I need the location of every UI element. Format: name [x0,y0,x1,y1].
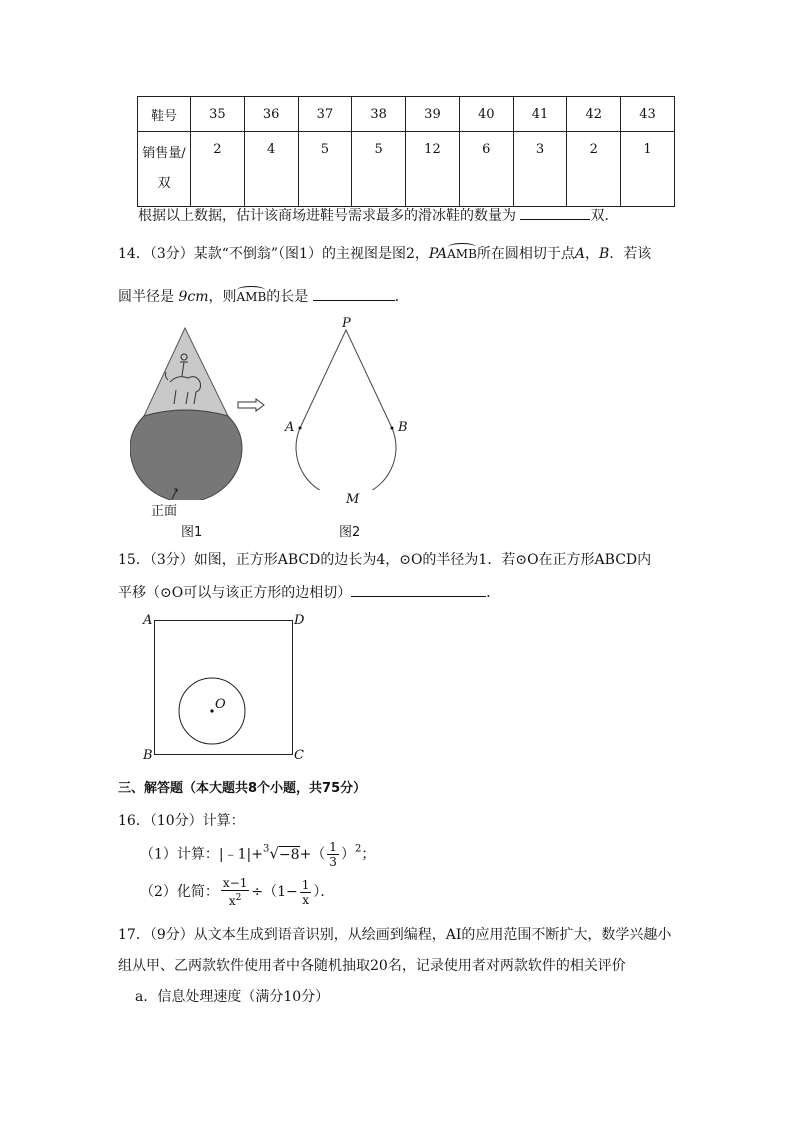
q16-head: 16．（10分）计算： [118,813,245,829]
arc-amb: AMB [447,247,477,261]
table-cell: 6 [459,132,513,207]
denominator-base: x [228,894,236,908]
q14-text: 圆半径是 [118,289,174,305]
q16-text: ÷（1− [251,884,298,900]
q16-text: （1）计算：|﹣1|+ [140,846,263,863]
q16-text: ）． [313,884,335,900]
exponent: 2 [354,843,362,855]
q14-text: 所在圆相切于点 [476,246,575,262]
q17-line1: 17．（9分）从文本生成到语音识别，从绘画到编程，AI的应用范围不断扩大，数学兴趣小 [118,927,672,943]
denominator [227,891,244,908]
figure-1-caption: 图1 [181,525,203,540]
q14-radius: 9cm [178,289,209,305]
q17-line2: 组从甲、乙两款软件使用者中各随机抽取20名，记录使用者对两款软件的相关评价 [118,958,626,974]
q15-text: 平移（⊙O可以与该正方形的边相切） [118,585,352,601]
numerator: x−1 [222,876,248,890]
table-row [138,132,675,207]
table-cell: 43 [621,97,675,132]
table-cell: 35 [191,97,245,132]
table-cell: 42 [567,97,621,132]
table-cell: 2 [567,132,621,207]
drop-figure-2 [292,320,402,490]
answer-blank[interactable] [313,286,395,301]
exponent: 2 [235,893,242,903]
table-row [138,97,675,132]
q17-line3: a．信息处理速度（满分10分） [135,989,330,1005]
q13-answer-line [138,205,618,225]
q14-text: 14．（3分）某款“不倒翁”（图1）的主视图是图2， [118,246,429,262]
point-a-label: A [285,420,295,435]
table-cell: 4 [244,132,298,207]
table-cell: 39 [406,97,460,132]
q14-text: ． [394,289,409,305]
tumbler-figure-1 [130,320,250,500]
front-label: 正面 [151,504,178,519]
q15-text: ． [486,585,501,601]
fraction [221,876,249,908]
table-header-cell: 销售量/双 [138,132,191,207]
root-argument: −8 [278,846,300,863]
table-cell: 5 [298,132,352,207]
center-o-label: O [215,697,226,712]
table-cell: 38 [352,97,406,132]
numerator: 1 [301,877,310,892]
section-heading: 三、解答题（本大题共8个小题，共75分） [118,781,367,796]
table-cell: 5 [352,132,406,207]
answer-blank[interactable] [520,205,590,220]
table-cell: 37 [298,97,352,132]
table-cell: 1 [621,132,675,207]
q14-text: 的长是 [266,289,309,305]
answer-blank[interactable] [351,582,486,597]
vertex-c-label: C [294,748,304,763]
root-index: 3 [262,843,270,855]
table-cell: 41 [513,97,567,132]
vertex-a-label: A [143,613,153,628]
square-circle-figure [154,620,294,756]
q16-text: ） [340,846,355,863]
q14-line2 [118,286,409,306]
figure-2-caption: 图2 [339,525,361,540]
vertex-b-label: B [143,748,153,763]
q15-line2 [118,582,500,602]
q15-line1: 15．（3分）如图，正方形ABCD的边长为4，⊙O的半径为1．若⊙O在正方形ABCD内 [118,552,652,568]
denominator: 3 [329,855,337,869]
point-m-label: M [346,492,360,507]
q16-part2 [140,876,334,908]
radical-icon: √ [269,844,279,863]
q14-pa: PA [428,246,448,262]
q14-point-b: B [599,246,610,262]
numerator: 1 [329,840,337,854]
q16-part1 [140,840,375,869]
q13-text: 根据以上数据，估计该商场进鞋号需求最多的滑冰鞋的数量为 [138,208,516,224]
q14-text: ．若该 [609,246,652,262]
arc-amb: AMB [236,290,267,304]
point-b-label: B [398,420,408,435]
fraction [327,840,339,869]
q14-point-a: A [574,246,586,262]
arrow-right-icon [236,398,266,412]
shoe-size-sales-table [137,96,675,207]
fraction [300,878,312,907]
q16-text: ； [361,846,376,863]
vertex-d-label: D [294,613,305,628]
table-cell: 3 [513,132,567,207]
point-p-label: P [342,316,351,331]
q14-line1: 14．（3分）某款“不倒翁”（图1）的主视图是图2，PAAMB所在圆相切于点A，B．若该 [118,246,652,262]
table-cell: 12 [406,132,460,207]
table-cell: 40 [459,97,513,132]
q14-text: ，则 [208,289,237,305]
denominator: x [302,892,309,907]
table-header-cell: 鞋号 [138,97,191,132]
q16-text: （2）化简： [140,884,219,900]
arrow-up-icon [170,486,180,500]
table-cell: 36 [244,97,298,132]
q13-suffix: 双． [590,208,619,224]
q16-text: +（ [299,846,326,863]
table-cell: 2 [191,132,245,207]
